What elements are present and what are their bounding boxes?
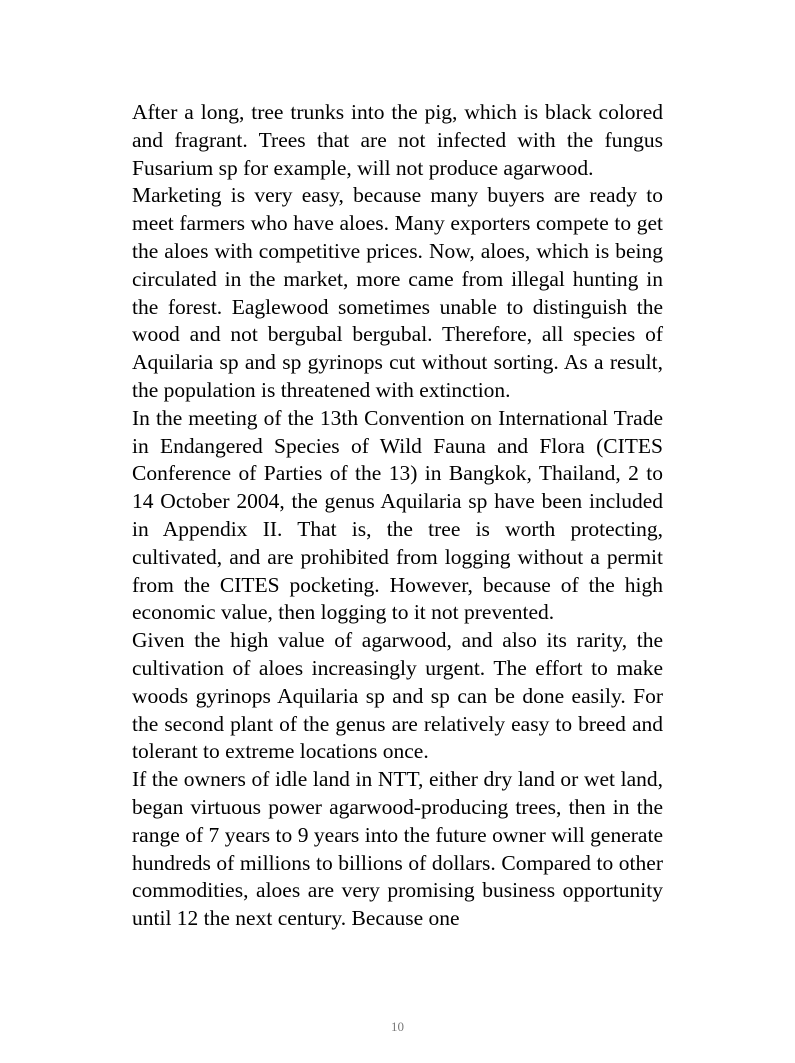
paragraph-ntt-land: If the owners of idle land in NTT, either dry land or wet land, began virtuous power agarwood-producing trees, then in the range of 7 years to 9 years into the future owner will generate hundreds of millions to billions of dollars. Compared to other commodities, aloes are very promising business opportunity until 12 the next century. Because one xyxy=(132,767,663,931)
paragraph-cultivation: Given the high value of agarwood, and also its rarity, the cultivation of aloes increasingly urgent. The effort to make woods gyrinops Aquilaria sp and sp can be done easily. For the second plant of the genus are relatively easy to breed and tolerant to extreme locations once. xyxy=(132,628,663,764)
body-text xyxy=(132,99,663,933)
paragraph-cites: In the meeting of the 13th Convention on International Trade in Endangered Species of Wild Fauna and Flora (CITES Conference of Parties of the 13) in Bangkok, Thailand, 2 to 14 October 2004, the genus Aquilaria sp have been included in Appendix II. That is, the tree is worth protecting, cultivated, and are prohibited from logging without a permit from the CITES pocketing. However, because of the high economic value, then logging to it not prevented. xyxy=(132,405,663,625)
paragraph-marketing: Marketing is very easy, because many buyers are ready to meet farmers who have aloes. Many exporters compete to get the aloes with competitive prices. Now, aloes, which is being circulated in the market, more came from illegal hunting in the forest. Eaglewood sometimes unable to distinguish the wood and not bergubal bergubal. Therefore, all species of Aquilaria sp and sp gyrinops cut without sorting. As a result, the population is threatened with extinction. xyxy=(132,183,663,402)
paragraph-fusarium: After a long, tree trunks into the pig, which is black colored and fragrant. Trees that are not infected with the fungus Fusarium sp for example, will not produce agarwood. xyxy=(132,100,663,180)
page-number: 10 xyxy=(391,1019,404,1034)
